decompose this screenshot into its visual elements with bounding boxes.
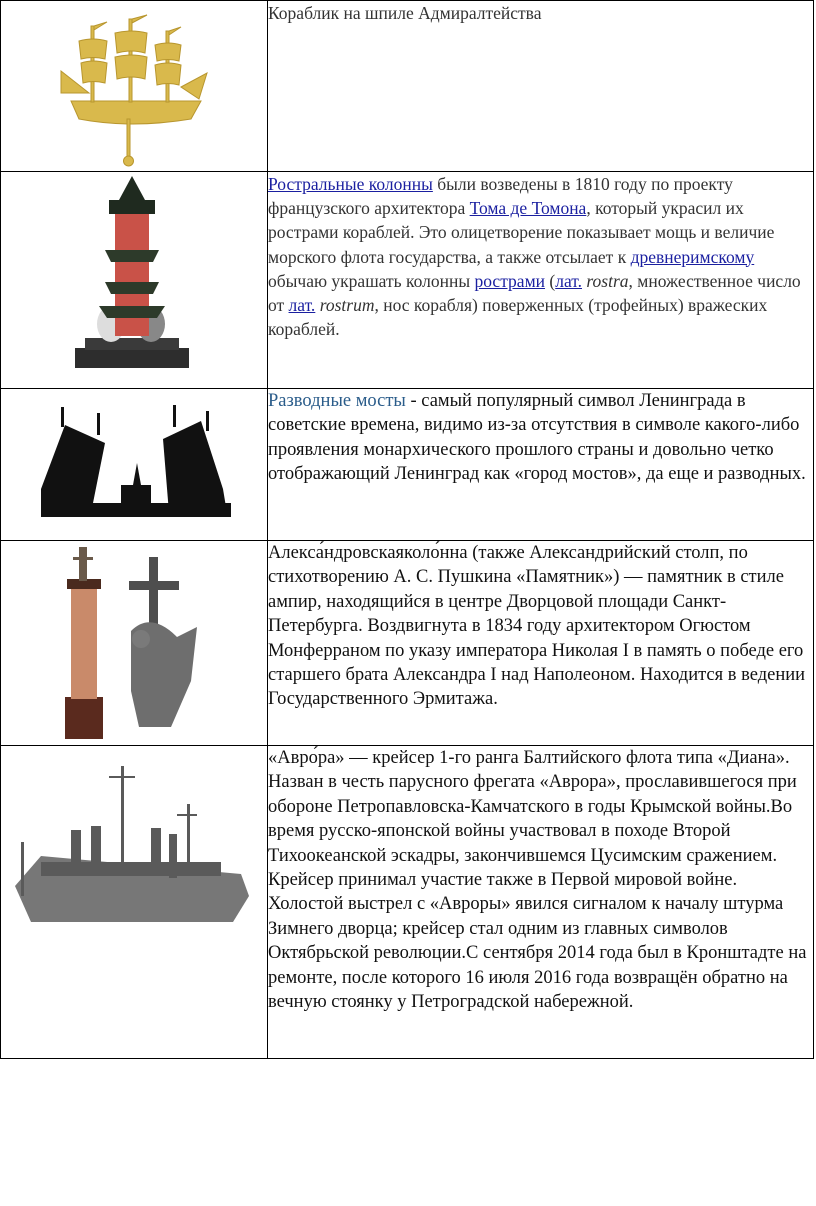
image-cell xyxy=(1,746,268,1059)
image-cell xyxy=(1,172,268,389)
alexander-column-image xyxy=(1,541,267,745)
image-cell xyxy=(1,389,268,541)
latin-link[interactable]: лат. xyxy=(555,270,582,291)
text-cell xyxy=(268,172,814,389)
table-row xyxy=(1,389,814,541)
alexander-column-text: Алекса́ндровскаяколо́нна (также Александрийский столп, по стихотворению А. С. Пушкина «Памятник») — памятник в стиле ампир, находящийся в центре Дворцовой площади Санкт-Петербурга. Воздвигнута в 1834 году архитектором Огюстом Монферраном по указу императора Николая I в память о победе его старшего брата Александра I над Наполеоном. Находится в ведении Государственного Эрмитажа. xyxy=(268,543,806,710)
image-cell xyxy=(1,541,268,746)
table-row xyxy=(1,541,814,746)
text-fragment: , который украсил их рострами кораблей. Это олицетворение показывает мощь и величие морского флота государства, а также отсылает к xyxy=(268,198,775,267)
text-cell xyxy=(268,389,814,541)
text-fragment: были возведены в 1810 году по проекту французского архитектора xyxy=(268,174,733,219)
thomon-link[interactable]: Тома де Томона xyxy=(469,198,587,219)
table-row xyxy=(1,1,814,172)
image-cell xyxy=(1,1,268,172)
aurora-cruiser-image xyxy=(1,746,267,1058)
admiralty-ship-image xyxy=(1,1,267,171)
text-cell xyxy=(268,1,814,172)
text-fragment: - самый популярный символ Ленинграда в советские времена, видимо из-за отсутствия в символе какого-либо проявления монархического прошлого страны и довольно четко отображающий Ленинград как «город мостов», да еще и разводных. xyxy=(268,391,806,485)
latin-word: rostra xyxy=(586,270,629,291)
ancient-rome-link[interactable]: древнеримскому xyxy=(630,246,755,267)
latin-link-2[interactable]: лат. xyxy=(288,295,316,316)
table-row xyxy=(1,172,814,389)
table-row xyxy=(1,746,814,1059)
drawbridge-image xyxy=(1,389,267,540)
admiralty-ship-text: Кораблик на шпиле Адмиралтейства xyxy=(268,3,542,23)
rostral-column-image xyxy=(1,172,267,388)
text-fragment: обычаю украшать колонны xyxy=(268,270,475,291)
text-cell xyxy=(268,541,814,746)
text-fragment: , нос корабля) поверженных (трофейных) вражеских кораблей. xyxy=(268,295,768,340)
aurora-text: «Авро́ра» — крейсер 1-го ранга Балтийского флота типа «Диана». Назван в честь парусного фрегата «Аврора», прославившегося при обороне Петропавловска-Камчатского в годы Крымской войны.Во время русско-японской войны участвовал в походе Второй Тихоокеанской эскадры, закончившемся Цусимским сражением. Крейсер принимал участие также в Первой мировой войне. Холостой выстрел с «Авроры» явился сигналом к началу штурма Зимнего дворца; крейсер стал одним из главных символов Октябрьской революции.С сентября 2014 года был в Кронштадте на ремонте, после которого 16 июля 2016 года возвращён обратно на вечную стоянку у Петроградской набережной. xyxy=(268,748,807,1013)
rostra-link[interactable]: рострами xyxy=(474,270,546,291)
rostral-link[interactable]: Ростральные колонны xyxy=(268,174,433,194)
latin-word: rostrum xyxy=(319,295,375,316)
text-fragment: , множественное число от xyxy=(268,270,801,316)
text-cell xyxy=(268,746,814,1059)
text-fragment: ( xyxy=(545,270,556,291)
drawbridges-link[interactable]: Разводные мосты xyxy=(268,391,406,411)
